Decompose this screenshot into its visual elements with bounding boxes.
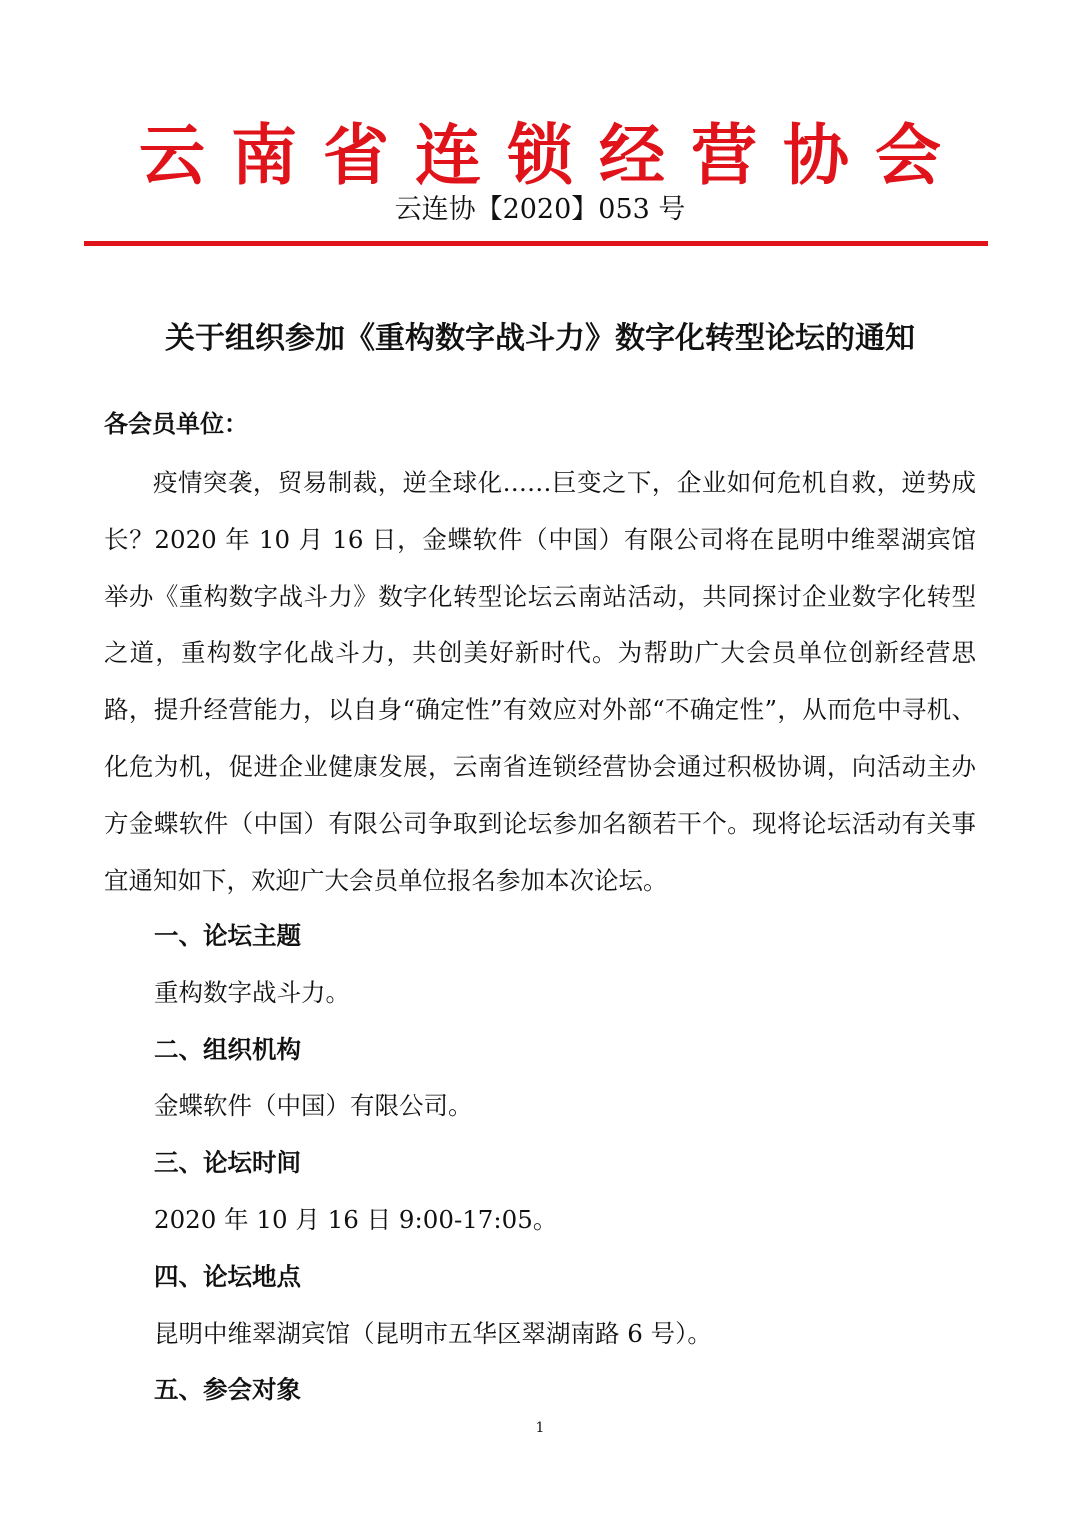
section-heading-attendees: 五、参会对象 xyxy=(154,1375,301,1405)
red-header-rule xyxy=(84,241,988,246)
section-body-venue: 昆明中维翠湖宾馆（昆明市五华区翠湖南路 6 号）。 xyxy=(154,1318,712,1348)
document-number: 云连协【2020】053 号 xyxy=(394,194,686,225)
section-body-organizer: 金蝶软件（中国）有限公司。 xyxy=(154,1091,473,1121)
notice-sections xyxy=(154,908,976,1419)
section-heading-organizer: 二、组织机构 xyxy=(154,1034,301,1064)
salutation: 各会员单位： xyxy=(104,409,248,438)
page-number: 1 xyxy=(535,1420,545,1436)
section-heading-time: 三、论坛时间 xyxy=(154,1148,301,1178)
section-body-time: 2020 年 10 月 16 日 9:00-17:05。 xyxy=(154,1204,558,1234)
masthead-org-name: 云南省连锁经营协会 xyxy=(139,116,967,194)
section-body-theme: 重构数字战斗力。 xyxy=(154,977,350,1007)
notice-title: 关于组织参加《重构数字战斗力》数字化转型论坛的通知 xyxy=(165,321,915,356)
section-heading-theme: 一、论坛主题 xyxy=(154,921,301,950)
intro-paragraph: 疫情突袭，贸易制裁，逆全球化……巨变之下，企业如何危机自救，逆势成长？2020 年 10 月 16 日，金蝶软件（中国）有限公司将在昆明中维翠湖宾馆举办《重构数字战斗力》数字化转型论坛云南站活动，共同探讨企业数字化转型之道，重构数字化战斗力，共创美好新时代。为帮助广大会员单位创新经营思路，提升经营能力，以自身“确定性”有效应对外部“不确定性”，从而危中寻机、化危为机，促进企业健康发展，云南省连锁经营协会通过积极协调，向活动主办方金蝶软件（中国）有限公司争取到论坛参加名额若干个。现将论坛活动有关事宜通知如下，欢迎广大会员单位报名参加本次论坛。 xyxy=(104,468,976,895)
section-heading-venue: 四、论坛地点 xyxy=(154,1261,301,1291)
